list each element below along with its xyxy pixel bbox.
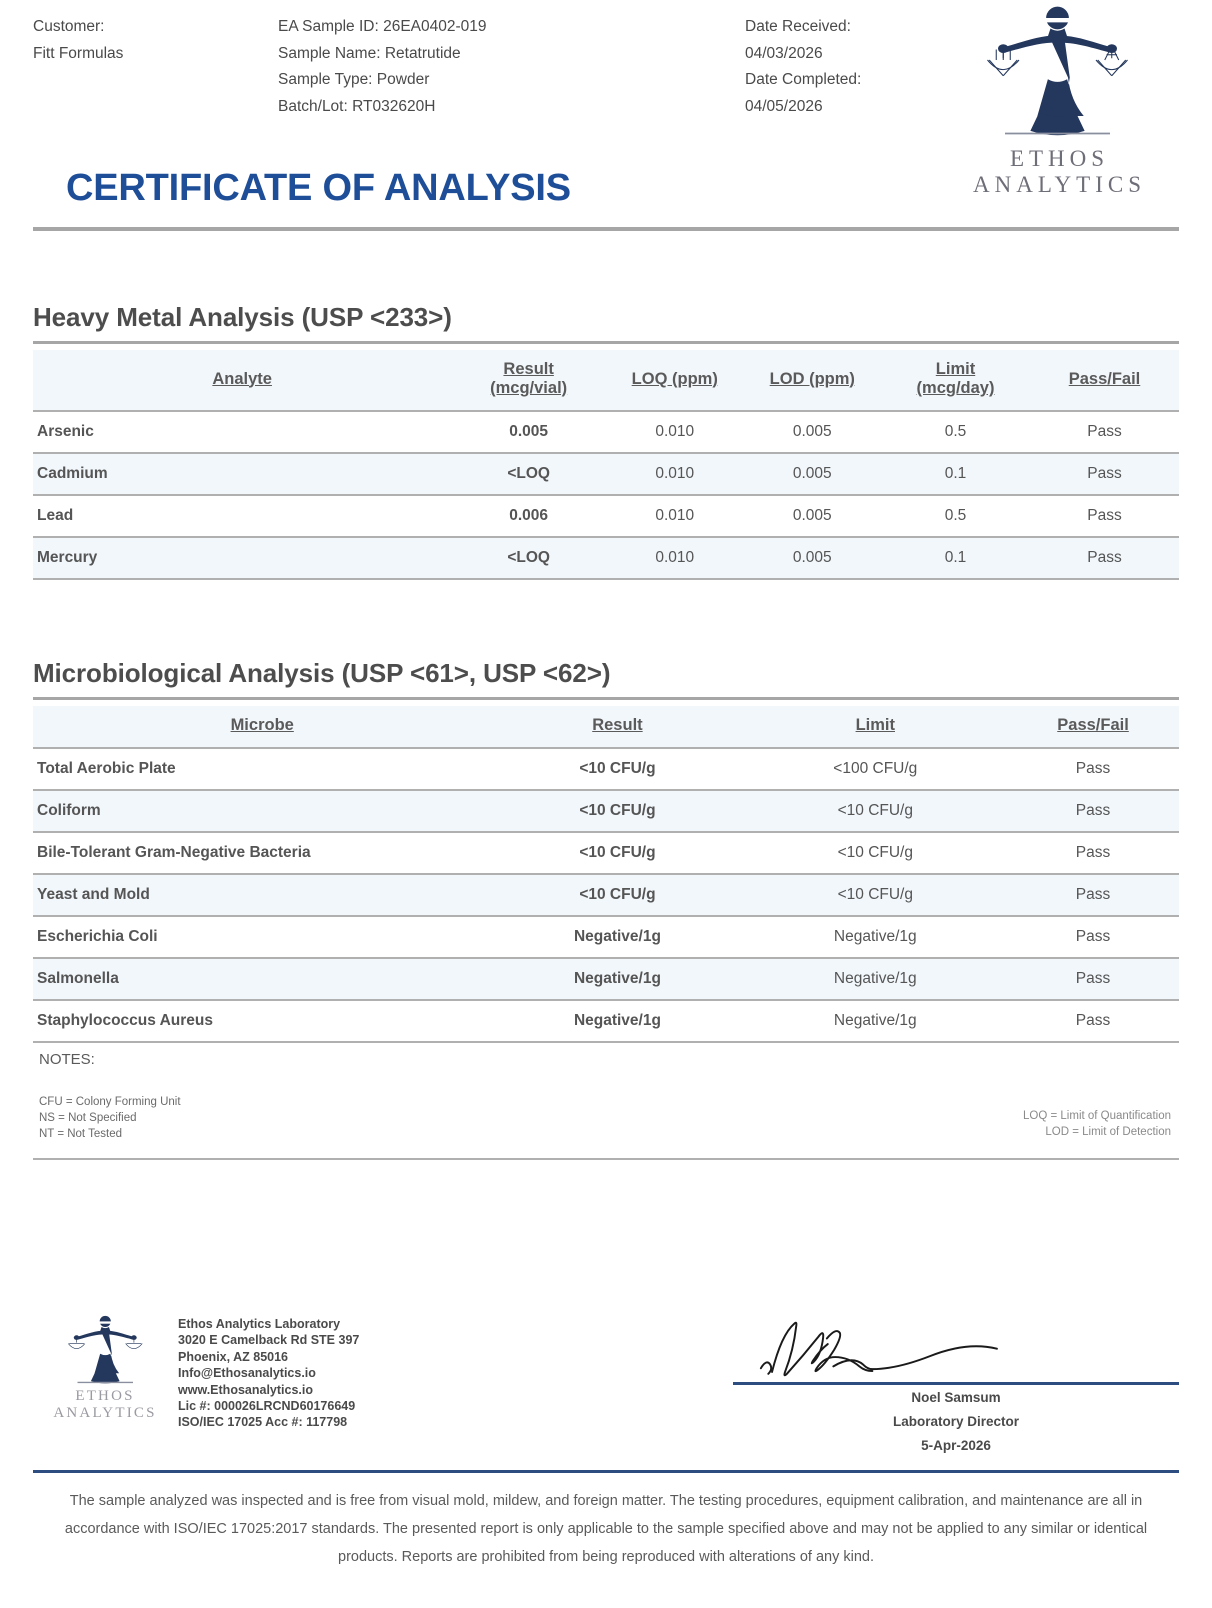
col-header-microbe: Microbe [230, 716, 294, 734]
table-row [33, 537, 1179, 578]
date-completed-value: 04/05/2026 [745, 97, 823, 115]
cell-result: <10 CFU/g [491, 832, 743, 874]
cell-loq: 0.010 [606, 537, 744, 578]
note-line: CFU = Colony Forming Unit [39, 1096, 181, 1108]
address-line: Info@Ethosanalytics.io [178, 1366, 316, 1381]
cell-limit: Negative/1g [744, 958, 1008, 1000]
microbiological-bottom-rule [33, 1041, 1179, 1043]
signer-date: 5-Apr-2026 [921, 1438, 991, 1453]
cell-microbe: Yeast and Mold [33, 874, 491, 916]
logo-text-ethos: ETHOS [1009, 146, 1110, 171]
col-header-loq: LOQ (ppm) [631, 369, 718, 388]
page-title: CERTIFICATE OF ANALYSIS [66, 167, 571, 209]
cell-passfail: Pass [1007, 1000, 1179, 1041]
title-divider [33, 227, 1179, 231]
cell-limit: <10 CFU/g [744, 790, 1008, 832]
cell-lod: 0.005 [744, 495, 882, 537]
cell-passfail: Pass [1007, 874, 1179, 916]
lady-justice-scales-icon [970, 4, 1145, 144]
col-header-limit: Limit (mcg/day) [916, 360, 995, 397]
microbiological-header-rule [33, 697, 1179, 700]
footer-logo [49, 1314, 161, 1422]
logo-text-analytics: ANALYTICS [972, 172, 1147, 197]
cell-lod: 0.005 [744, 453, 882, 495]
sample-name: Sample Name: Retatrutide [278, 44, 461, 62]
cell-result: <10 CFU/g [491, 874, 743, 916]
col-header-passfail: Pass/Fail [1068, 369, 1141, 388]
cell-result: <LOQ [451, 453, 606, 495]
cell-passfail: Pass [1007, 832, 1179, 874]
address-line: Phoenix, AZ 85016 [178, 1349, 288, 1364]
cell-passfail: Pass [1030, 453, 1179, 495]
footer-logo-text-analytics: ANALYTICS [53, 1405, 157, 1421]
cell-limit: <100 CFU/g [744, 748, 1008, 790]
disclaimer-text: The sample analyzed was inspected and is free from visual mold, mildew, and foreign matter. The testing procedures, equipment calibration, and maintenance are all in accordance with ISO/IEC 17025:2017 standards. The presented report is only applicable to the sample specified above and may not be applied to any similar or identical products. Reports are prohibited from being reproduced with alterations of any kind. [64, 1493, 1148, 1565]
dates-block [745, 14, 861, 120]
note-line: NS = Not Specified [39, 1112, 137, 1124]
col-header-result: Result [592, 716, 643, 734]
cell-result: Negative/1g [491, 916, 743, 958]
cell-result: Negative/1g [491, 958, 743, 1000]
cell-result: <LOQ [451, 537, 606, 578]
date-received-value: 04/03/2026 [745, 44, 823, 62]
cell-limit: 0.1 [881, 537, 1030, 578]
heavy-metal-section-title: Heavy Metal Analysis (USP <233>) [33, 302, 452, 332]
section-spacer [33, 580, 1179, 658]
table-row [33, 1000, 1179, 1041]
table-row [33, 790, 1179, 832]
cell-passfail: Pass [1030, 411, 1179, 453]
col-header-passfail: Pass/Fail [1057, 716, 1129, 734]
signature-icon [733, 1308, 1179, 1382]
sample-id: EA Sample ID: 26EA0402-019 [278, 18, 487, 35]
heavy-metal-table [33, 350, 1179, 578]
cell-result: <10 CFU/g [491, 748, 743, 790]
address-line: ISO/IEC 17025 Acc #: 117798 [178, 1415, 348, 1430]
note-line: NT = Not Tested [39, 1128, 122, 1140]
heavy-metal-table-body [33, 411, 1179, 578]
cell-limit: <10 CFU/g [744, 874, 1008, 916]
table-row [33, 958, 1179, 1000]
microbiological-section [33, 658, 1179, 1043]
customer-name: Fitt Formulas [33, 44, 124, 62]
table-row [33, 916, 1179, 958]
cell-result: Negative/1g [491, 1000, 743, 1041]
signer-role: Laboratory Director [892, 1414, 1020, 1429]
heavy-metal-header-rule [33, 341, 1179, 344]
microbiological-table-body [33, 748, 1179, 1041]
cell-limit: <10 CFU/g [744, 832, 1008, 874]
notes-left-list [33, 1094, 1179, 1142]
document-footer [33, 1308, 1179, 1608]
cell-analyte: Mercury [33, 537, 451, 578]
cell-analyte: Arsenic [33, 411, 451, 453]
cell-microbe: Total Aerobic Plate [33, 748, 491, 790]
table-row [33, 411, 1179, 453]
cell-passfail: Pass [1007, 958, 1179, 1000]
notes-label: NOTES: [39, 1051, 95, 1068]
cell-passfail: Pass [1007, 916, 1179, 958]
address-line: 3020 E Camelback Rd STE 397 [178, 1333, 360, 1348]
sample-type: Sample Type: Powder [278, 71, 430, 88]
cell-limit: Negative/1g [744, 1000, 1008, 1041]
cell-analyte: Lead [33, 495, 451, 537]
table-row [33, 832, 1179, 874]
document-header [33, 0, 1179, 230]
cell-microbe: Escherichia Coli [33, 916, 491, 958]
lab-address-block [178, 1316, 359, 1431]
cell-limit: 0.5 [881, 495, 1030, 537]
notes-right-list [1023, 1108, 1171, 1140]
cell-microbe: Bile-Tolerant Gram-Negative Bacteria [33, 832, 491, 874]
cell-microbe: Salmonella [33, 958, 491, 1000]
col-header-lod: LOD (ppm) [769, 369, 855, 388]
microbiological-section-title: Microbiological Analysis (USP <61>, USP <62>) [33, 658, 611, 688]
microbiological-table [33, 706, 1179, 1041]
cell-result: 0.006 [451, 495, 606, 537]
table-header-row [33, 706, 1179, 748]
cell-passfail: Pass [1030, 537, 1179, 578]
note-line: LOQ = Limit of Quantification [1023, 1110, 1171, 1122]
address-line: Ethos Analytics Laboratory [178, 1317, 341, 1331]
signer-name: Noel Samsum [911, 1390, 1001, 1405]
col-header-result: Result (mcg/vial) [490, 360, 568, 397]
customer-block [33, 14, 123, 67]
signature-line [733, 1382, 1179, 1385]
cell-microbe: Coliform [33, 790, 491, 832]
cell-lod: 0.005 [744, 411, 882, 453]
notes-section [33, 1051, 1179, 1160]
cell-microbe: Staphylococcus Aureus [33, 1000, 491, 1041]
address-line: www.Ethosanalytics.io [178, 1382, 313, 1397]
col-header-analyte: Analyte [212, 369, 272, 388]
batch-lot: Batch/Lot: RT032620H [278, 97, 436, 115]
notes-body [33, 1094, 1179, 1152]
cell-result: 0.005 [451, 411, 606, 453]
cell-analyte: Cadmium [33, 453, 451, 495]
cell-passfail: Pass [1007, 748, 1179, 790]
cell-loq: 0.010 [606, 495, 744, 537]
footer-logo-text-ethos: ETHOS [75, 1388, 135, 1404]
cell-result: <10 CFU/g [491, 790, 743, 832]
heavy-metal-section [33, 302, 1179, 580]
cell-limit: 0.5 [881, 411, 1030, 453]
address-line: Lic #: 000026LRCND60176649 [178, 1399, 356, 1414]
notes-bottom-rule [33, 1158, 1179, 1160]
customer-label: Customer: [33, 18, 105, 35]
cell-passfail: Pass [1030, 495, 1179, 537]
cell-limit: 0.1 [881, 453, 1030, 495]
table-header-row [33, 350, 1179, 411]
cell-limit: Negative/1g [744, 916, 1008, 958]
table-row [33, 874, 1179, 916]
date-completed-label: Date Completed: [745, 71, 862, 88]
cell-loq: 0.010 [606, 453, 744, 495]
note-line: LOD = Limit of Detection [1045, 1126, 1171, 1138]
signature-block [733, 1308, 1179, 1457]
table-row [33, 495, 1179, 537]
company-logo [967, 4, 1147, 198]
table-row [33, 453, 1179, 495]
sample-info-block [278, 14, 487, 120]
lady-justice-scales-icon [59, 1314, 152, 1388]
table-row [33, 748, 1179, 790]
date-received-label: Date Received: [745, 18, 851, 35]
cell-passfail: Pass [1007, 790, 1179, 832]
cell-loq: 0.010 [606, 411, 744, 453]
cell-lod: 0.005 [744, 537, 882, 578]
col-header-limit: Limit [855, 716, 895, 734]
